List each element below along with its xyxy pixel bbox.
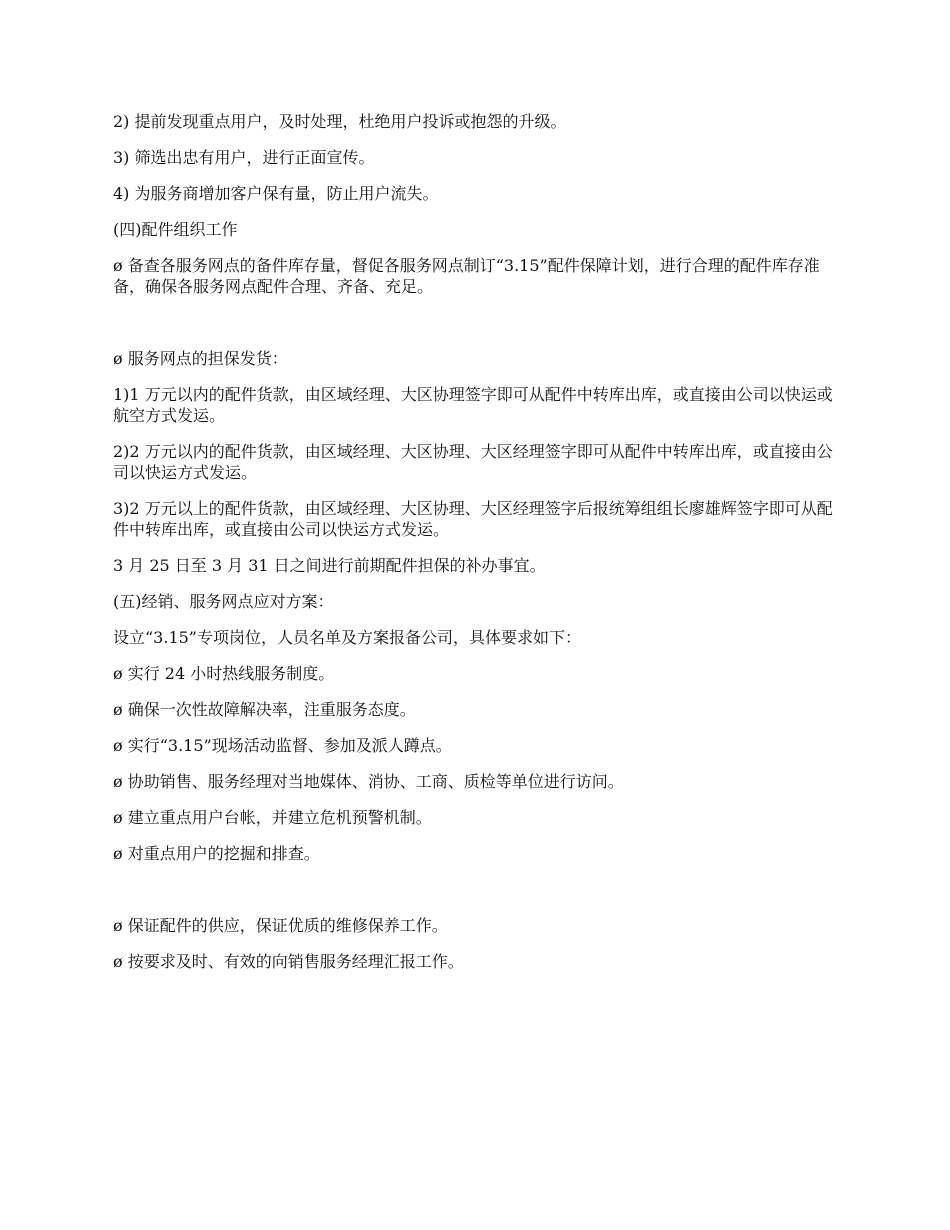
- blank-gap: [113, 879, 837, 915]
- paragraph: 2) 提前发现重点用户，及时处理，杜绝用户投诉或抱怨的升级。: [113, 112, 567, 131]
- paragraph: ø 按要求及时、有效的向销售服务经理汇报工作。: [113, 952, 464, 971]
- paragraph: ø 保证配件的供应，保证优质的维修保养工作。: [113, 916, 448, 935]
- paragraph: ø 实行“3.15”现场活动监督、参加及派人蹲点。: [113, 736, 452, 755]
- paragraph: ø 备查各服务网点的备件库存量，督促各服务网点制订“3.15”配件保障计划，进行合理的配件库存准备，确保各服务网点配件合理、齐备、充足。: [113, 256, 820, 296]
- paragraph: ø 协助销售、服务经理对当地媒体、消协、工商、质检等单位进行访问。: [113, 772, 624, 791]
- paragraph: ø 确保一次性故障解决率，注重服务态度。: [113, 700, 416, 719]
- paragraph: 4) 为服务商增加客户保有量，防止用户流失。: [113, 184, 439, 203]
- section-heading: (五)经销、服务网点应对方案：: [113, 592, 334, 611]
- paragraph: 3) 筛选出忠有用户，进行正面宣传。: [113, 148, 375, 167]
- paragraph: 1)1 万元以内的配件货款，由区域经理、大区协理签字即可从配件中转库出库，或直接由公司以快运或航空方式发运。: [113, 385, 833, 425]
- blank-gap: [113, 312, 837, 348]
- paragraph: 3)2 万元以上的配件货款，由区域经理、大区协理、大区经理签字后报统筹组组长廖雄辉签字即可从配件中转库出库，或直接由公司以快运方式发运。: [113, 499, 833, 539]
- paragraph: 设立“3.15”专项岗位，人员名单及方案报备公司，具体要求如下：: [113, 628, 581, 647]
- document-page: [113, 111, 837, 987]
- paragraph: 3 月 25 日至 3 月 31 日之间进行前期配件担保的补办事宜。: [113, 556, 546, 575]
- paragraph: ø 实行 24 小时热线服务制度。: [113, 664, 335, 683]
- paragraph: 2)2 万元以内的配件货款，由区域经理、大区协理、大区经理签字即可从配件中转库出库，或直接由公司以快运方式发运。: [113, 442, 833, 482]
- section-heading: (四)配件组织工作: [113, 220, 238, 239]
- paragraph: ø 对重点用户的挖掘和排查。: [113, 844, 320, 863]
- paragraph: ø 建立重点用户台帐，并建立危机预警机制。: [113, 808, 432, 827]
- paragraph: ø 服务网点的担保发货：: [113, 349, 288, 368]
